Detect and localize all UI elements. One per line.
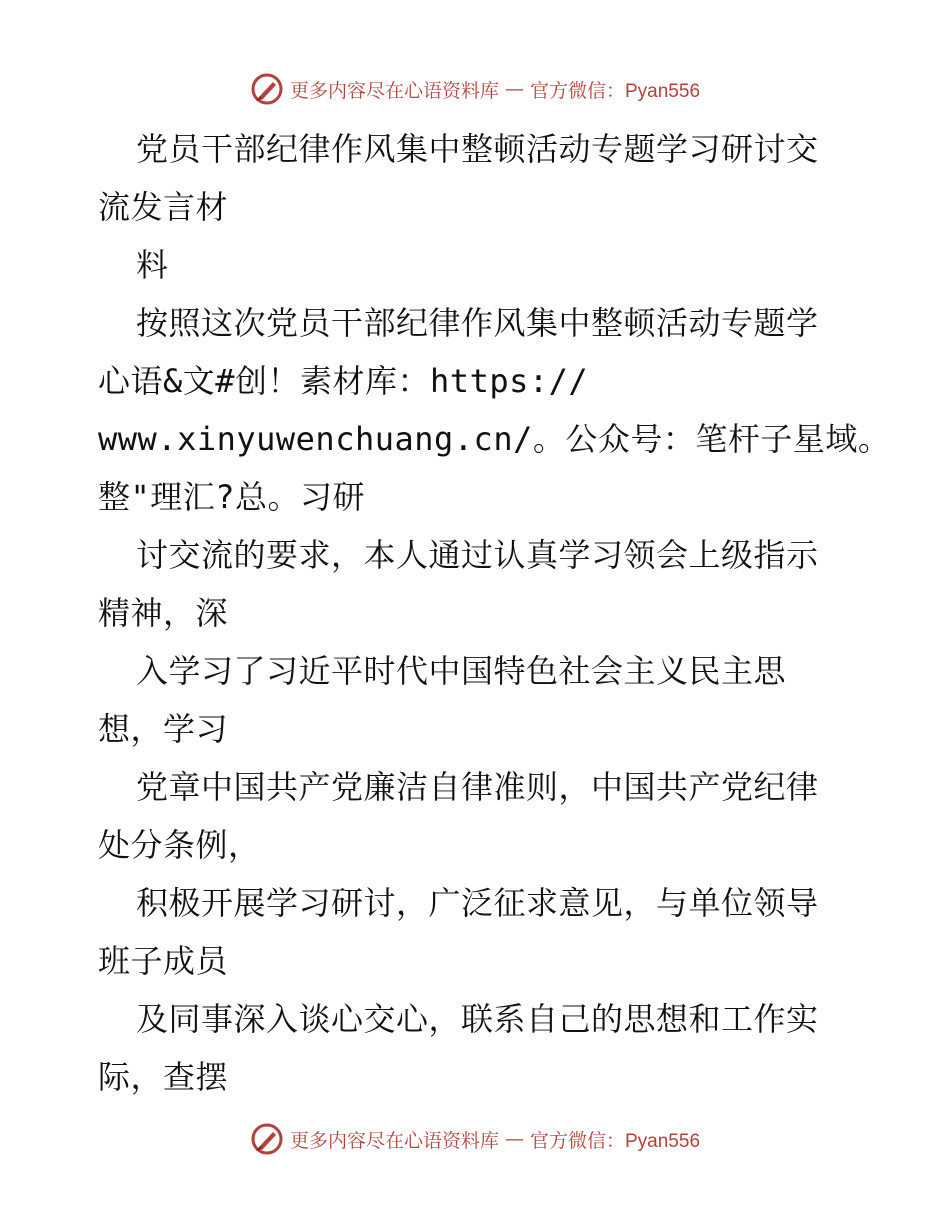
- watermark-text: 更多内容尽在心语资料库: [289, 1129, 499, 1152]
- text-line: 际，查摆: [98, 1058, 229, 1096]
- watermark-dash: —: [505, 78, 524, 100]
- footer-watermark: [0, 1122, 950, 1156]
- text-line: 整"理汇?总。习研: [98, 478, 366, 516]
- watermark-wechat: 官方微信：Pyan556: [530, 1130, 701, 1152]
- text-line: 党员干部纪律作风集中整顿活动专题学习研讨交: [136, 130, 819, 168]
- pen-logo-icon: [250, 1122, 284, 1156]
- text-line: 积极开展学习研讨，广泛征求意见，与单位领导: [136, 884, 819, 922]
- document-body: [98, 120, 891, 1106]
- watermark-dash: —: [505, 1128, 524, 1150]
- text-line: 讨交流的要求，本人通过认真学习领会上级指示: [136, 536, 819, 574]
- text-line: 处分条例，: [98, 826, 261, 864]
- text-line: 党章中国共产党廉洁自律准则，中国共产党纪律: [136, 768, 819, 806]
- watermark-text: 更多内容尽在心语资料库: [289, 79, 499, 102]
- text-line: 及同事深入谈心交心，联系自己的思想和工作实: [136, 1000, 819, 1038]
- text-line: 流发言材: [98, 188, 229, 226]
- text-line: 心语&文#创！素材库：https://: [98, 362, 589, 400]
- pen-logo-icon: [250, 72, 284, 106]
- text-line: 精神，深: [98, 594, 229, 632]
- text-line: www.xinyuwenchuang.cn/。公众号：笔杆子星域。: [98, 420, 891, 458]
- text-line: 按照这次党员干部纪律作风集中整顿活动专题学: [136, 304, 819, 342]
- text-line: 想，学习: [98, 710, 229, 748]
- text-line: 入学习了习近平时代中国特色社会主义民主思: [136, 652, 787, 690]
- text-line: 班子成员: [98, 942, 229, 980]
- header-watermark: [0, 72, 950, 106]
- watermark-wechat: 官方微信：Pyan556: [530, 80, 701, 102]
- text-line: 料: [136, 246, 169, 284]
